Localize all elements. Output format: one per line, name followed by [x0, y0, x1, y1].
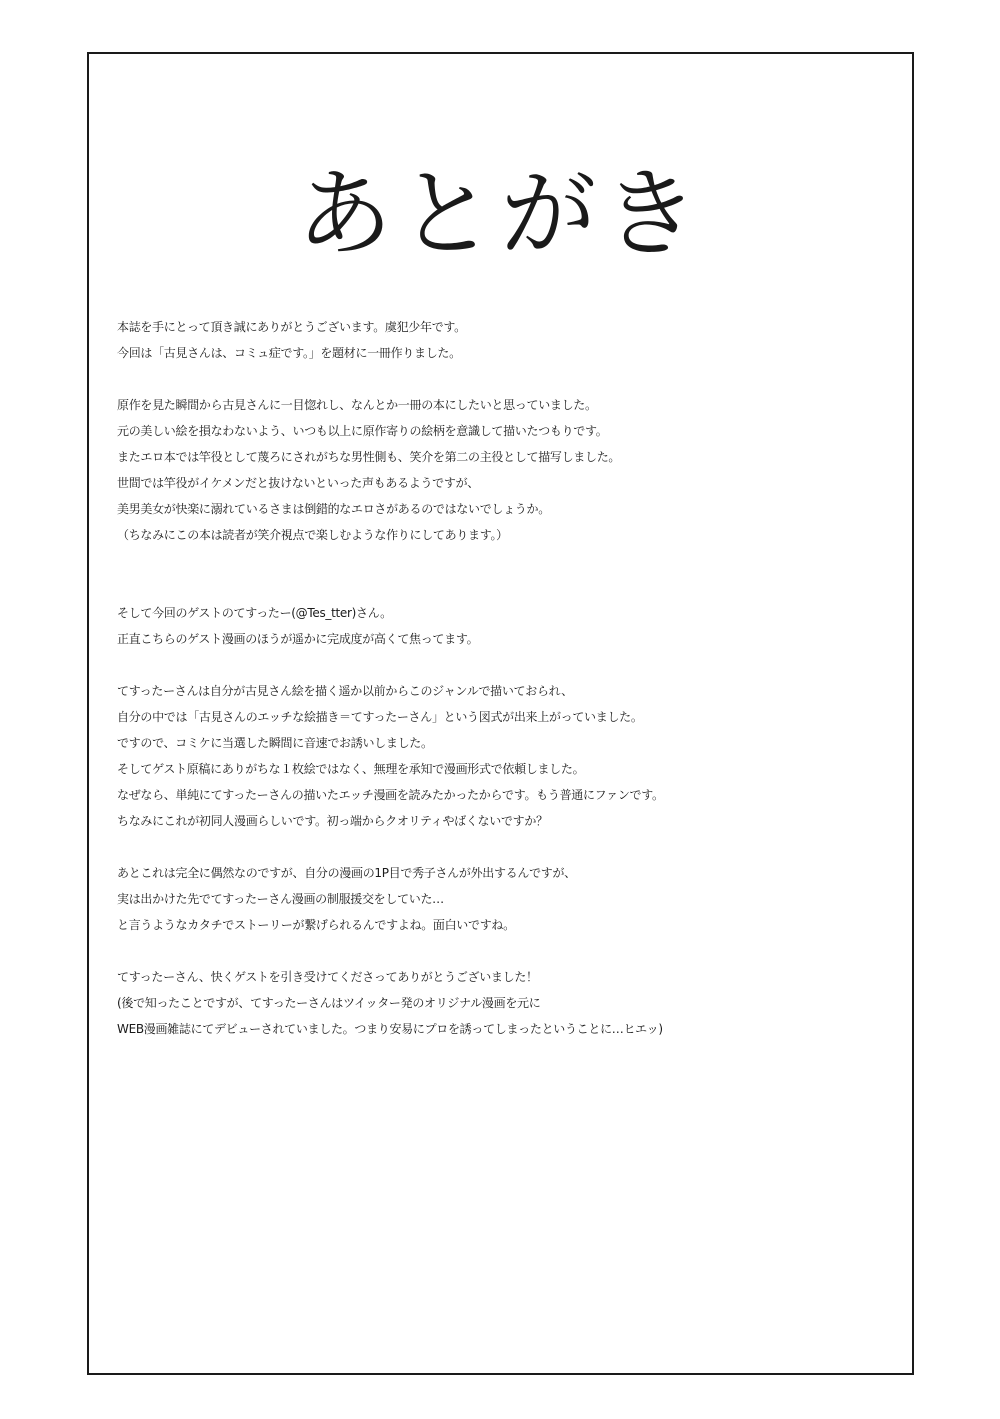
text-line: 世間では竿役がイケメンだと抜けないといった声もあるようですが、 — [117, 476, 479, 490]
text-line: ですので、コミケに当選した瞬間に音速でお誘いしました。 — [117, 736, 433, 750]
text-line: 実は出かけた先でてすったーさん漫画の制服援交をしていた… — [117, 892, 444, 906]
text-line: と言うようなカタチでストーリーが繋げられるんですよね。面白いですね。 — [117, 918, 515, 932]
paragraph-gap — [117, 652, 917, 678]
text-line: （ちなみにこの本は読者が笑介視点で楽しむような作りにしてあります。） — [117, 528, 508, 542]
text-line: てすったーさんは自分が古見さん絵を描く遥か以前からこのジャンルで描いておられ、 — [117, 684, 573, 698]
paragraph-gap — [117, 548, 917, 600]
text-line: てすったーさん、快くゲストを引き受けてくださってありがとうございました！ — [117, 970, 538, 984]
afterword-body — [117, 314, 917, 1042]
text-line: 今回は「古見さんは、コミュ症です。」を題材に一冊作りました。 — [117, 346, 461, 360]
text-line: またエロ本では竿役として蔑ろにされがちな男性側も、笑介を第二の主役として描写しました。 — [117, 450, 621, 464]
text-line: そしてゲスト原稿にありがちな１枚絵ではなく、無理を承知で漫画形式で依頼しました。 — [117, 762, 585, 776]
text-line: 元の美しい絵を損なわないよう、いつも以上に原作寄りの絵柄を意識して描いたつもりです。 — [117, 424, 608, 438]
text-line: 本誌を手にとって頂き誠にありがとうございます。虞犯少年です。 — [117, 320, 466, 334]
text-line: そして今回のゲストのてすったー(@Tes_tter)さん。 — [117, 606, 392, 620]
paragraph-gap — [117, 834, 917, 860]
paragraph-gap — [117, 366, 917, 392]
text-line: 美男美女が快楽に溺れているさまは倒錯的なエロさがあるのではないでしょうか。 — [117, 502, 550, 516]
text-line: (後で知ったことですが、てすったーさんはツイッター発のオリジナル漫画を元に — [117, 996, 541, 1010]
page-title: あとがき — [296, 158, 705, 270]
text-line: 原作を見た瞬間から古見さんに一目惚れし、なんとか一冊の本にしたいと思っていました。 — [117, 398, 597, 412]
text-line: 正直こちらのゲスト漫画のほうが遥かに完成度が高くて焦ってます。 — [117, 632, 479, 646]
text-line: WEB漫画雑誌にてデビューされていました。つまり安易にプロを誘ってしまったということに…ヒエッ) — [117, 1022, 663, 1036]
text-line: なぜなら、単純にてすったーさんの描いたエッチ漫画を読みたかったからです。もう普通にファンです。 — [117, 788, 664, 802]
text-line: ちなみにこれが初同人漫画らしいです。初っ端からクオリティやばくないですか？ — [117, 814, 548, 828]
paragraph-gap — [117, 938, 917, 964]
text-line: あとこれは完全に偶然なのですが、自分の漫画の1P目で秀子さんが外出するんですが、 — [117, 866, 576, 880]
text-line: 自分の中では「古見さんのエッチな絵描き＝てすったーさん」という図式が出来上がっていました。 — [117, 710, 643, 724]
